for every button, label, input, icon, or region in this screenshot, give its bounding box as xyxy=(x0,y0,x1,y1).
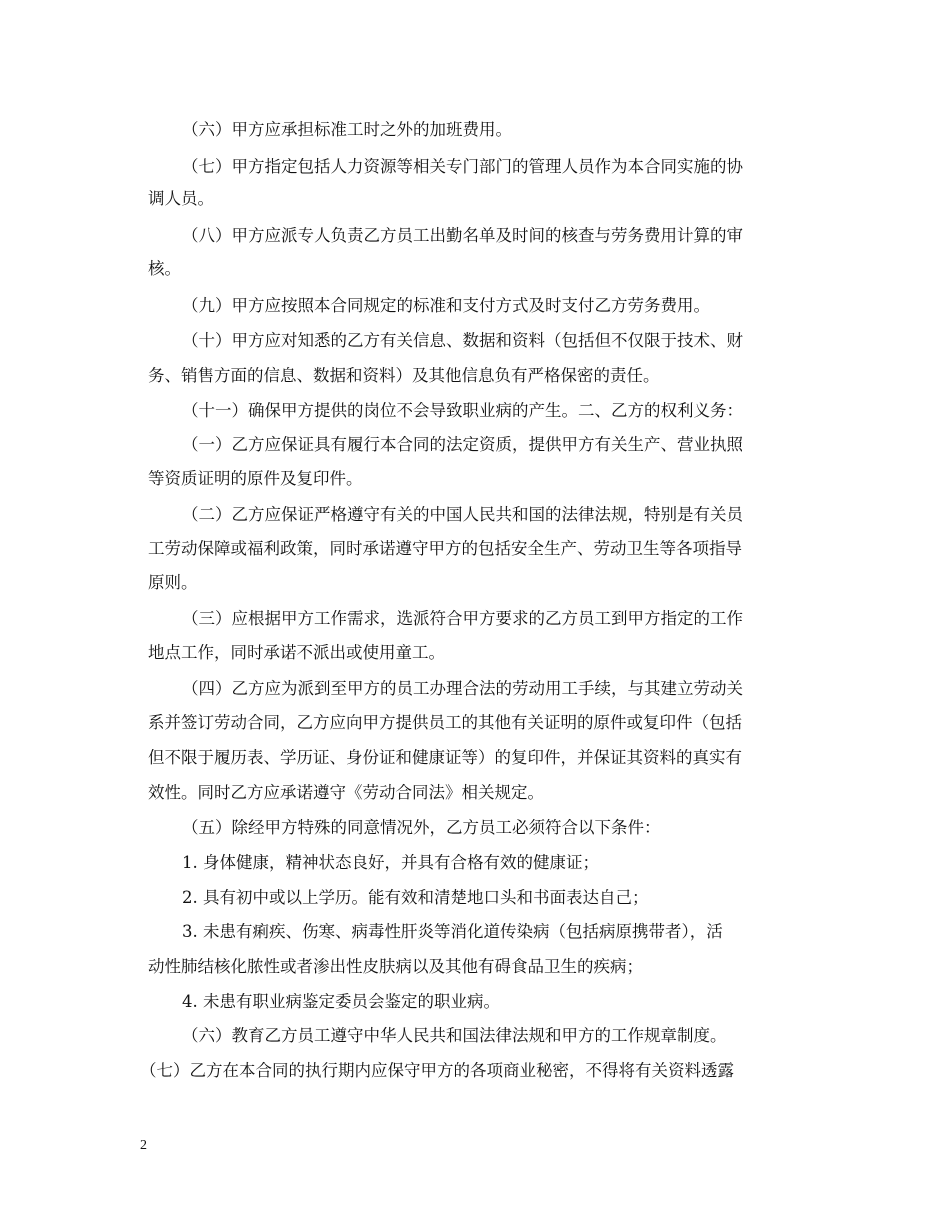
list-item: 1. 身体健康，精神状态良好，并具有合格有效的健康证； xyxy=(182,853,599,872)
paragraph-line: 工劳动保障或福利政策，同时承诺遵守甲方的包括安全生产、劳动卫生等各项指导 xyxy=(148,539,742,558)
paragraph-line: 地点工作，同时承诺不派出或使用童工。 xyxy=(148,643,445,662)
paragraph-line: （三）应根据甲方工作需求，选派符合甲方要求的乙方员工到甲方指定的工作 xyxy=(182,609,743,628)
paragraph-line: （十）甲方应对知悉的乙方有关信息、数据和资料（包括但不仅限于技术、财 xyxy=(182,331,743,350)
paragraph-line: 务、销售方面的信息、数据和资料）及其他信息负有严格保密的责任。 xyxy=(148,366,660,385)
paragraph-line: （九）甲方应按照本合同规定的标准和支付方式及时支付乙方劳务费用。 xyxy=(182,296,710,315)
paragraph-line: （六）甲方应承担标准工时之外的加班费用。 xyxy=(182,120,512,139)
paragraph-line: 调人员。 xyxy=(148,189,214,208)
paragraph-line: 核。 xyxy=(148,259,181,278)
paragraph-line: 动性肺结核化脓性或者渗出性皮肤病以及其他有碍食品卫生的疾病； xyxy=(148,957,643,976)
paragraph-line: 效性。同时乙方应承诺遵守《劳动合同法》相关规定。 xyxy=(148,783,544,802)
list-item: 2. 具有初中或以上学历。能有效和清楚地口头和书面表达自己； xyxy=(182,888,649,907)
paragraph-line: （四）乙方应为派到至甲方的员工办理合法的劳动用工手续，与其建立劳动关 xyxy=(182,679,743,698)
paragraph-line: （八）甲方应派专人负责乙方员工出勤名单及时间的核查与劳务费用计算的审 xyxy=(182,226,743,245)
paragraph-line: （五）除经甲方特殊的同意情况外，乙方员工必须符合以下条件： xyxy=(182,818,661,837)
paragraph-line: 系并签订劳动合同，乙方应向甲方提供员工的其他有关证明的原件或复印件（包括 xyxy=(148,713,742,732)
paragraph-line: 但不限于履历表、学历证、身份证和健康证等）的复印件，并保证其资料的真实有 xyxy=(148,748,742,767)
paragraph-line: （七）乙方在本合同的执行期内应保守甲方的各项商业秘密，不得将有关资料透露 xyxy=(140,1061,734,1080)
list-item: 4. 未患有职业病鉴定委员会鉴定的职业病。 xyxy=(182,992,500,1011)
page-number: 2 xyxy=(140,1138,147,1153)
paragraph-line: （一）乙方应保证具有履行本合同的法定资质，提供甲方有关生产、营业执照 xyxy=(182,435,743,454)
paragraph-line: （六）教育乙方员工遵守中华人民共和国法律法规和甲方的工作规章制度。 xyxy=(182,1026,727,1045)
paragraph-line: （二）乙方应保证严格遵守有关的中国人民共和国的法律法规，特别是有关员 xyxy=(182,505,743,524)
paragraph-line: 等资质证明的原件及复印件。 xyxy=(148,469,363,488)
paragraph-line: （七）甲方指定包括人力资源等相关专门部门的管理人员作为本合同实施的协 xyxy=(182,157,743,176)
list-item: 3. 未患有痢疾、伤寒、病毒性肝炎等消化道传染病（包括病原携带者），活 xyxy=(182,922,723,941)
paragraph-line: （十一）确保甲方提供的岗位不会导致职业病的产生。二、乙方的权利义务： xyxy=(182,401,743,420)
paragraph-line: 原则。 xyxy=(148,573,198,592)
